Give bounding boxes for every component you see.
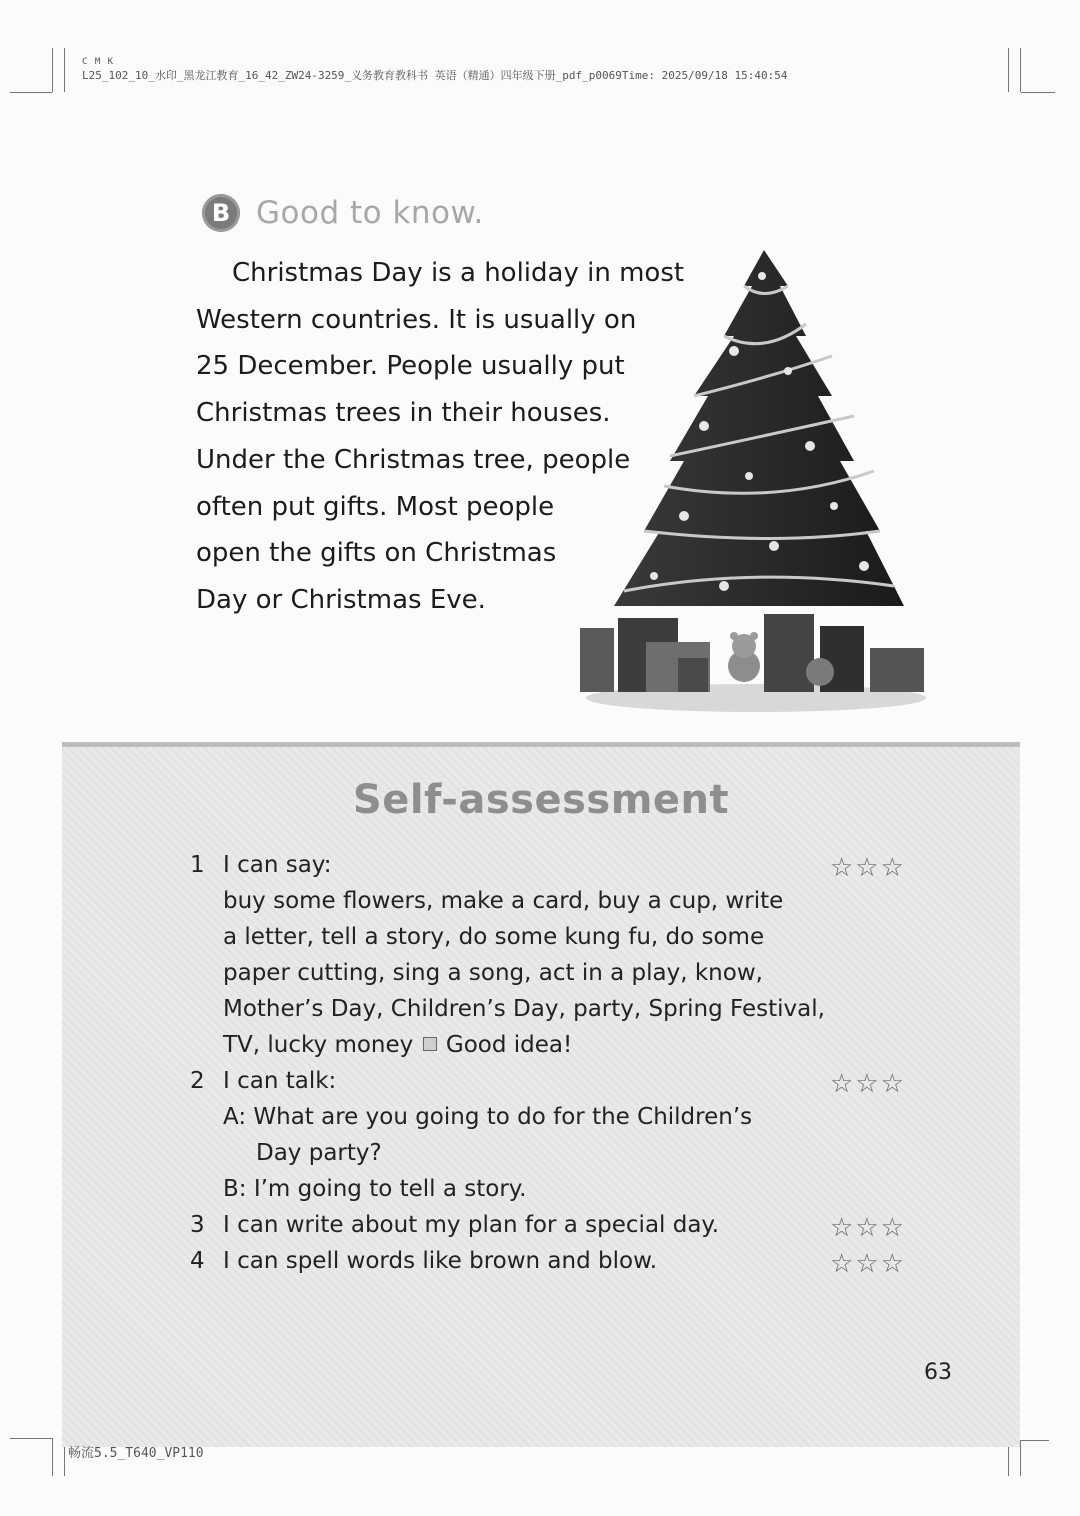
item-label: I can write about my plan for a special day. [223, 1212, 720, 1238]
crop-mark [1021, 92, 1055, 93]
crop-mark [1021, 1440, 1049, 1441]
passage-line: Day or Christmas Eve. [196, 584, 486, 615]
crop-mark [52, 48, 53, 92]
passage-line: often put gifts. Most people [196, 491, 555, 522]
item-label: I can talk: [223, 1068, 337, 1094]
rating-stars-icon[interactable]: ☆☆☆ [830, 1213, 906, 1243]
passage-line: Christmas trees in their houses. [196, 398, 611, 429]
rating-stars-icon[interactable]: ☆☆☆ [830, 1249, 906, 1279]
rating-stars-icon[interactable]: ☆☆☆ [830, 853, 906, 883]
passage-line: Under the Christmas tree, people [196, 444, 631, 475]
section-title: Good to know. [256, 195, 484, 231]
checkbox-square-icon [423, 1037, 437, 1051]
crop-mark [64, 48, 65, 92]
crop-mark [52, 1438, 53, 1476]
crop-mark [10, 92, 52, 93]
item-number: 4 [190, 1248, 205, 1274]
item-label: I can say: [223, 852, 332, 878]
passage-line: 25 December. People usually put [196, 351, 625, 382]
item-label: I can spell words like brown and blow. [223, 1248, 658, 1274]
footer-code: 畅流5.5_T640_VP110 [68, 1446, 204, 1461]
page-number: 63 [924, 1360, 952, 1385]
item-number: 2 [190, 1068, 205, 1094]
item-number: 1 [190, 852, 205, 878]
print-info-line: L25_102_10_水印_黑龙江教育_16_42_ZW24-3259_义务教育教科书 英语（精通）四年级下册_pdf_p0069Time: 2025/09/18 15:40:54 [82, 69, 788, 82]
crop-mark [1020, 1440, 1021, 1476]
item-line-part: TV, lucky money [223, 1032, 414, 1058]
print-header [82, 56, 787, 82]
item-line-part: Good idea! [445, 1032, 573, 1058]
passage-line: Western countries. It is usually on [196, 304, 637, 335]
section-b-heading [202, 192, 484, 234]
christmas-tree-illustration [574, 246, 938, 716]
rating-stars-icon[interactable]: ☆☆☆ [830, 1069, 906, 1099]
self-assessment-title: Self-assessment [352, 777, 730, 823]
crop-mark [1020, 48, 1021, 92]
crop-mark [10, 1438, 52, 1439]
passage-line: open the gifts on Christmas [196, 538, 557, 569]
item-number: 3 [190, 1212, 205, 1238]
crop-mark [1008, 48, 1009, 92]
self-assessment-panel: Self-assessment 1 I can say: buy some flowers, make a card, buy a cup, write a letter, tell a story, do some kung fu, do some paper cutting, sing a song, act in a play, know, Mother’s Day, Children’s Day, party, Spring Festival, TV, lucky money Good idea! 2 I can talk: A: What are you going to do for the Children’s Day party? B: I’m going to tell a story. 3 I can write about my plan for a special day. 4 I can spell words like brown and blow. ☆☆☆ ☆☆☆ ☆☆☆ ☆☆☆ [62, 742, 1020, 1447]
color-codes: C M K [82, 57, 115, 67]
section-badge: B [202, 194, 240, 232]
passage-line: Christmas Day is a holiday in most [232, 258, 685, 288]
